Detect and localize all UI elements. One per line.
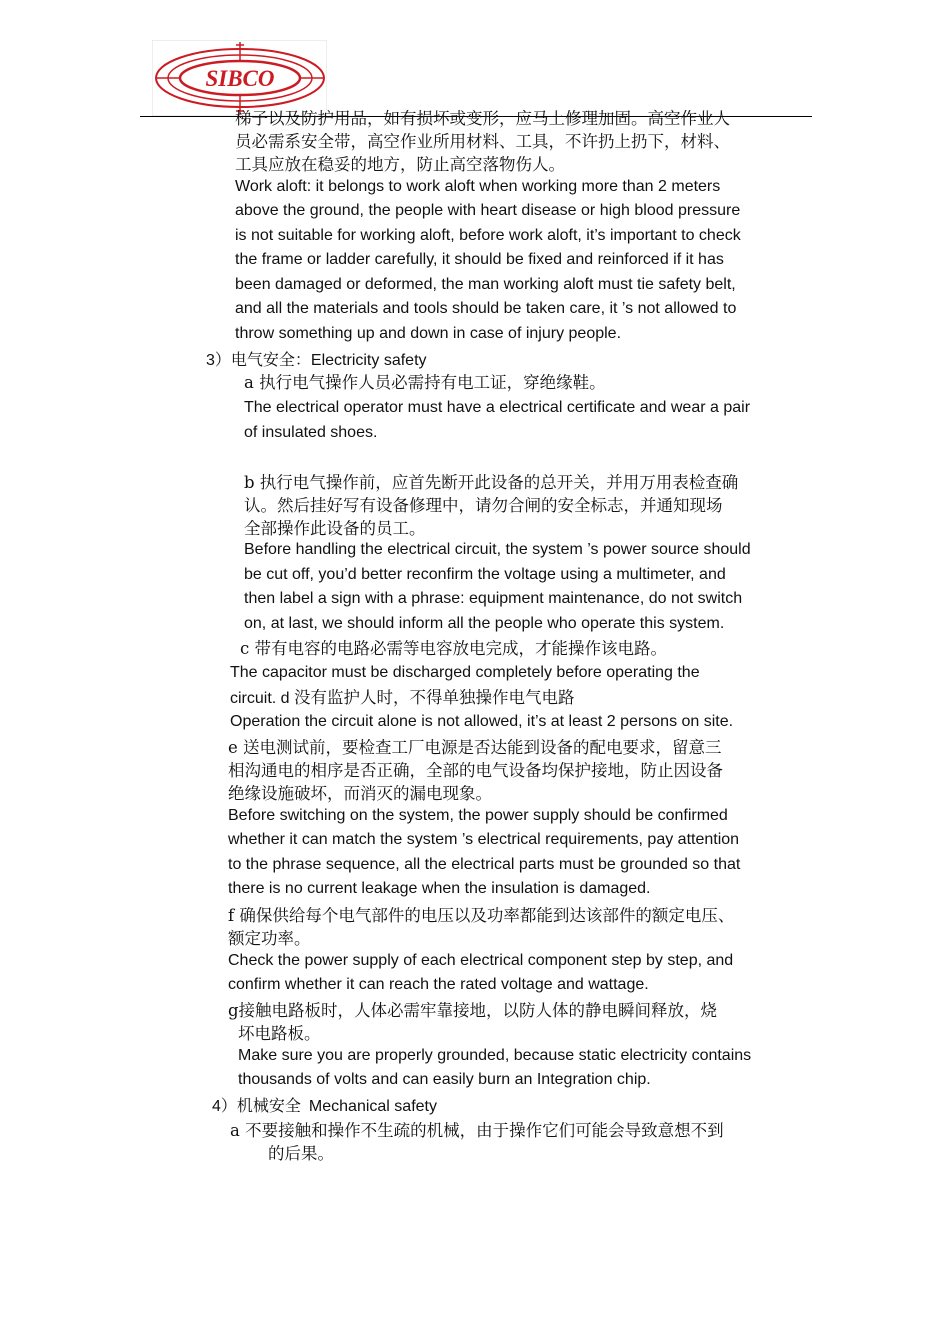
- item-a-en-line-2: of insulated shoes.: [244, 424, 378, 441]
- item-b-en-line-3: then label a sign with a phrase: equipment maintenance, do not switch: [244, 590, 743, 607]
- item-d-cn: 没有监护人时，不得单独操作电气电路: [294, 688, 575, 707]
- work-aloft-en-line-1: Work aloft: it belongs to work aloft when working more than 2 meters: [235, 178, 721, 195]
- item-c-en: The capacitor must be discharged completely before operating the: [230, 664, 700, 681]
- work-aloft-cn-line-1: 梯子以及防护用品，如有损坏或变形，应马上修理加固。高空作业人: [235, 109, 730, 128]
- item-e-en-line-2: whether it can match the system ’s electrical requirements, pay attention: [228, 831, 740, 848]
- mech-item-a-cn-line-1: a 不要接触和操作不生疏的机械，由于操作它们可能会导致意想不到: [230, 1121, 724, 1140]
- item-f-en-line-1: Check the power supply of each electrical component step by step, and: [228, 952, 734, 969]
- section-3-number: 3）: [206, 352, 231, 369]
- item-b-en-line-2: be cut off, you’d better reconfirm the voltage using a multimeter, and: [244, 566, 726, 583]
- work-aloft-cn-line-2: 员必需系安全带，高空作业所用材料、工具，不许扔上扔下，材料、: [235, 132, 730, 151]
- item-f-cn-line-2: 额定功率。: [228, 929, 311, 948]
- item-g-en-line-2: thousands of volts and can easily burn an Integration chip.: [238, 1071, 651, 1088]
- work-aloft-en-line-5: been damaged or deformed, the man working aloft must tie safety belt,: [235, 276, 736, 293]
- section-4-number: 4）: [212, 1098, 237, 1115]
- item-b-cn-line-2: 认。然后挂好写有设备修理中，请勿合闸的安全标志，并通知现场: [244, 496, 723, 515]
- item-b-cn-line-3: 全部操作此设备的员工。: [244, 519, 426, 538]
- item-b-en-line-4: on, at last, we should inform all the people who operate this system.: [244, 615, 725, 632]
- section-3-heading: [206, 349, 427, 372]
- work-aloft-en-line-4: the frame or ladder carefully, it should be fixed and reinforced if it has: [235, 251, 724, 268]
- item-e-cn-line-2: 相沟通电的相序是否正确，全部的电气设备均保护接地，防止因设备: [228, 761, 723, 780]
- item-f-cn-line-1: f 确保供给每个电气部件的电压以及功率都能到达该部件的额定电压、: [228, 906, 735, 925]
- item-d-line: [230, 686, 575, 712]
- item-g-cn-line-1: g接触电路板时，人体必需牢靠接地，以防人体的静电瞬间释放，烧: [228, 1001, 718, 1020]
- section-4-heading: [212, 1095, 437, 1118]
- item-e-en-line-4: there is no current leakage when the insulation is damaged.: [228, 880, 651, 897]
- item-f-en-line-2: confirm whether it can reach the rated voltage and wattage.: [228, 976, 649, 993]
- section-3-title-cn: 电气安全：: [230, 350, 311, 369]
- section-4-title-cn: 机械安全: [236, 1096, 301, 1115]
- item-b-cn-line-1: b 执行电气操作前，应首先断开此设备的总开关，并用万用表检查确: [244, 473, 739, 492]
- logo-text: SIBCO: [205, 66, 275, 91]
- item-d-en: Operation the circuit alone is not allowed, it’s at least 2 persons on site.: [230, 713, 734, 730]
- section-3-title-en: Electricity safety: [310, 352, 427, 369]
- work-aloft-cn-line-3: 工具应放在稳妥的地方，防止高空落物伤人。: [235, 155, 565, 174]
- item-e-en-line-3: to the phrase sequence, all the electrical parts must be grounded so that: [228, 856, 741, 873]
- item-e-en-line-1: Before switching on the system, the power supply should be confirmed: [228, 807, 728, 824]
- item-g-en-line-1: Make sure you are properly grounded, because static electricity contains: [238, 1047, 752, 1064]
- item-a-en-line-1: The electrical operator must have a electrical certificate and wear a pair: [244, 399, 751, 416]
- work-aloft-en-line-3: is not suitable for working aloft, before work aloft, it’s important to check: [235, 227, 741, 244]
- item-e-cn-line-3: 绝缘设施破坏，而消灭的漏电现象。: [228, 784, 492, 803]
- work-aloft-en-line-6: and all the materials and tools should be taken care, it ’s not allowed to: [235, 300, 737, 317]
- mech-item-a-cn-line-2: 的后果。: [268, 1144, 334, 1163]
- item-c-cn: c 带有电容的电路必需等电容放电完成，才能操作该电路。: [240, 639, 667, 658]
- item-g-cn-line-2: 坏电路板。: [238, 1024, 321, 1043]
- item-b-en-line-1: Before handling the electrical circuit, the system ’s power source should: [244, 541, 751, 558]
- item-d-en-prefix: circuit. d: [230, 690, 295, 707]
- item-a-cn: a 执行电气操作人员必需持有电工证，穿绝缘鞋。: [244, 373, 606, 392]
- sibco-logo: [152, 40, 327, 116]
- item-e-cn-line-1: e 送电测试前，要检查工厂电源是否达能到设备的配电要求，留意三: [228, 738, 722, 757]
- work-aloft-en-line-7: throw something up and down in case of injury people.: [235, 325, 622, 342]
- work-aloft-en-line-2: above the ground, the people with heart disease or high blood pressure: [235, 202, 741, 219]
- section-4-title-en: Mechanical safety: [308, 1098, 437, 1115]
